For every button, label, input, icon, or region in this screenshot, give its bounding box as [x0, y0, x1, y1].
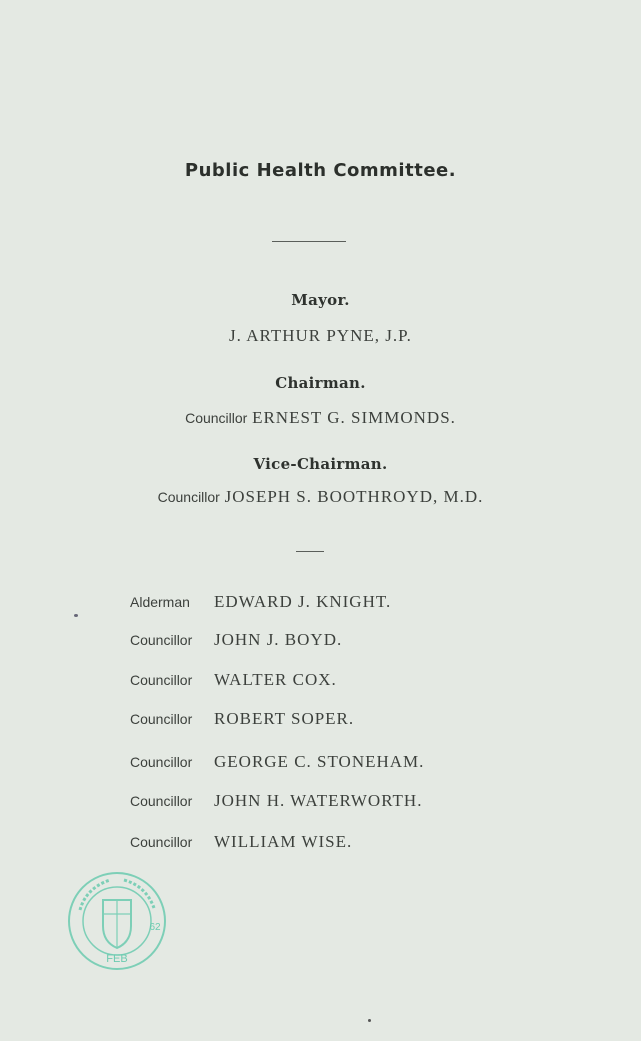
stamp-number: 62 — [149, 922, 161, 933]
member-prefix: Councillor — [130, 793, 193, 809]
member-name: GEORGE C. STONEHAM. — [214, 752, 425, 771]
vice-chairman-name: JOSEPH S. BOOTHROYD, M.D. — [224, 487, 484, 506]
chairman-heading: Chairman. — [275, 374, 366, 392]
chairman-entry — [0, 408, 641, 428]
member-prefix: Councillor — [130, 632, 193, 648]
list-item — [130, 630, 342, 650]
divider — [272, 241, 346, 242]
member-name: EDWARD J. KNIGHT. — [214, 592, 392, 611]
member-name: WALTER COX. — [214, 670, 337, 689]
ink-speck — [74, 614, 78, 617]
member-prefix: Councillor — [130, 672, 193, 688]
mayor-name — [0, 326, 641, 346]
page-title: Public Health Committee. — [184, 160, 457, 181]
member-name: JOHN J. BOYD. — [214, 630, 343, 649]
member-prefix: Councillor — [130, 711, 193, 727]
chairman-prefix: Councillor — [185, 410, 248, 426]
stamp-month: FEB — [106, 953, 128, 965]
mayor-name-text: J. ARTHUR PYNE, J.P. — [229, 326, 412, 345]
list-item — [130, 592, 391, 612]
list-item — [130, 670, 337, 690]
member-prefix: Alderman — [130, 594, 190, 610]
divider — [296, 551, 324, 552]
member-name: ROBERT SOPER. — [214, 709, 355, 728]
member-name: WILLIAM WISE. — [214, 832, 353, 851]
list-item — [130, 832, 352, 852]
ink-speck — [368, 1019, 371, 1022]
member-prefix: Councillor — [130, 754, 193, 770]
library-stamp — [66, 870, 168, 972]
vice-chairman-prefix: Councillor — [157, 489, 220, 505]
member-name: JOHN H. WATERWORTH. — [214, 791, 423, 810]
mayor-heading: Mayor. — [291, 291, 350, 309]
vice-chairman-heading: Vice-Chairman. — [253, 455, 388, 473]
list-item — [130, 752, 424, 772]
list-item — [130, 709, 354, 729]
vice-chairman-entry — [0, 487, 641, 507]
chairman-name: ERNEST G. SIMMONDS. — [252, 408, 456, 427]
list-item — [130, 791, 422, 811]
member-prefix: Councillor — [130, 834, 193, 850]
